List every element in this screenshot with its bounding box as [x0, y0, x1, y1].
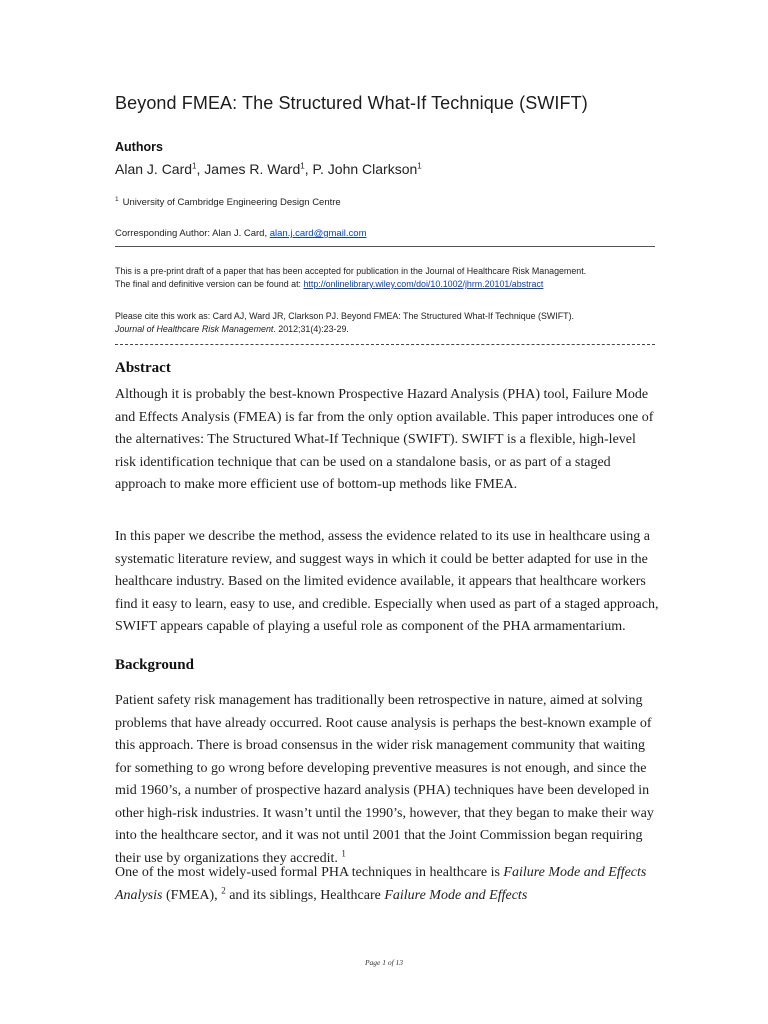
affiliation-marker: 1	[115, 195, 119, 203]
citation-line: Please cite this work as: Card AJ, Ward JR, Clarkson PJ. Beyond FMEA: The Structured What-If Technique (SWIFT).	[115, 311, 575, 321]
author-name: Alan J. Card	[115, 161, 193, 177]
background-text: Patient safety risk management has traditionally been retrospective in nature, aimed at solving problems that have already occurred. Root cause analysis is perhaps the best-known example of this approach. There is broad consensus in the wider risk management community that waiting for something to go wrong before developing preventive measures is not enough, and since the mid 1960’s, a number of prospective hazard analysis (PHA) techniques have been developed in other high-risk industries. It wasn’t until the 1990’s, however, that they began to make their way into the healthcare sector, and it was not until 2001 that the Joint Commission began requiring their use by organizations they accredit.	[115, 693, 654, 866]
journal-name: Journal of Healthcare Risk Management	[115, 324, 274, 334]
author-name: P. John Clarkson	[312, 161, 418, 177]
reference-marker: 2	[221, 884, 226, 895]
preprint-note-line: This is a pre-print draft of a paper that has been accepted for publication in the Journal of Healthcare Risk Management.	[115, 266, 587, 276]
author-list	[115, 161, 422, 177]
emphasis-text: Failure Mode and Effects Analysis	[115, 865, 647, 903]
author-email-link[interactable]: alan.j.card@gmail.com	[269, 228, 367, 239]
background-text: (FMEA),	[162, 887, 222, 903]
background-text: and its siblings, Healthcare	[225, 887, 385, 903]
author-separator: ,	[196, 161, 205, 177]
author-separator: ,	[304, 161, 313, 177]
paper-title: Beyond FMEA: The Structured What-If Technique (SWIFT)	[115, 93, 588, 113]
emphasis-text: Failure Mode and Effects	[384, 887, 528, 903]
background-text: One of the most widely-used formal PHA techniques in healthcare is	[115, 865, 504, 880]
affiliation-marker: 1	[300, 161, 305, 171]
authors-heading: Authors	[115, 140, 163, 154]
corresponding-author-label: Corresponding Author: Alan J. Card,	[115, 228, 270, 239]
affiliation-text: University of Cambridge Engineering Design Centre	[122, 197, 341, 208]
author-name: James R. Ward	[204, 161, 301, 177]
abstract-heading: Abstract	[115, 360, 171, 376]
affiliation	[115, 197, 341, 208]
divider	[115, 246, 655, 247]
reference-marker: 1	[341, 847, 346, 858]
background-paragraph	[115, 862, 660, 907]
preprint-note-prefix: The final and definitive version can be found at:	[115, 279, 304, 289]
doi-link[interactable]: http://onlinelibrary.wiley.com/doi/10.1002/jhrm.20101/abstract	[303, 279, 544, 289]
divider	[115, 344, 655, 345]
citation-details: . 2012;31(4):23-29.	[273, 324, 349, 334]
affiliation-marker: 1	[417, 161, 422, 171]
abstract-paragraph: In this paper we describe the method, assess the evidence related to its use in healthcare using a systematic literature review, and suggest ways in which it could be better adapted for use in the healthcare industry. Based on the limited evidence available, it appears that healthcare workers find it easy to learn, easy to use, and credible. Especially when used as part of a staged approach, SWIFT appears capable of playing a useful role as component of the PHA armamentarium.	[115, 529, 659, 634]
page-number: Page 1 of 13	[364, 958, 404, 967]
corresponding-author	[115, 228, 367, 239]
background-paragraph	[115, 690, 660, 870]
citation-note	[115, 310, 660, 336]
preprint-note	[115, 265, 660, 291]
abstract-paragraph: Although it is probably the best-known Prospective Hazard Analysis (PHA) tool, Failure Mode and Effects Analysis (FMEA) is far from the only option available. This paper introduces one of the alternatives: The Structured What-If Technique (SWIFT). SWIFT is a flexible, high-level risk identification technique that can be used on a standalone basis, or as part of a staged approach to make more efficient use of bottom-up methods like FMEA.	[115, 387, 654, 492]
affiliation-marker: 1	[192, 161, 197, 171]
background-heading: Background	[115, 657, 194, 673]
